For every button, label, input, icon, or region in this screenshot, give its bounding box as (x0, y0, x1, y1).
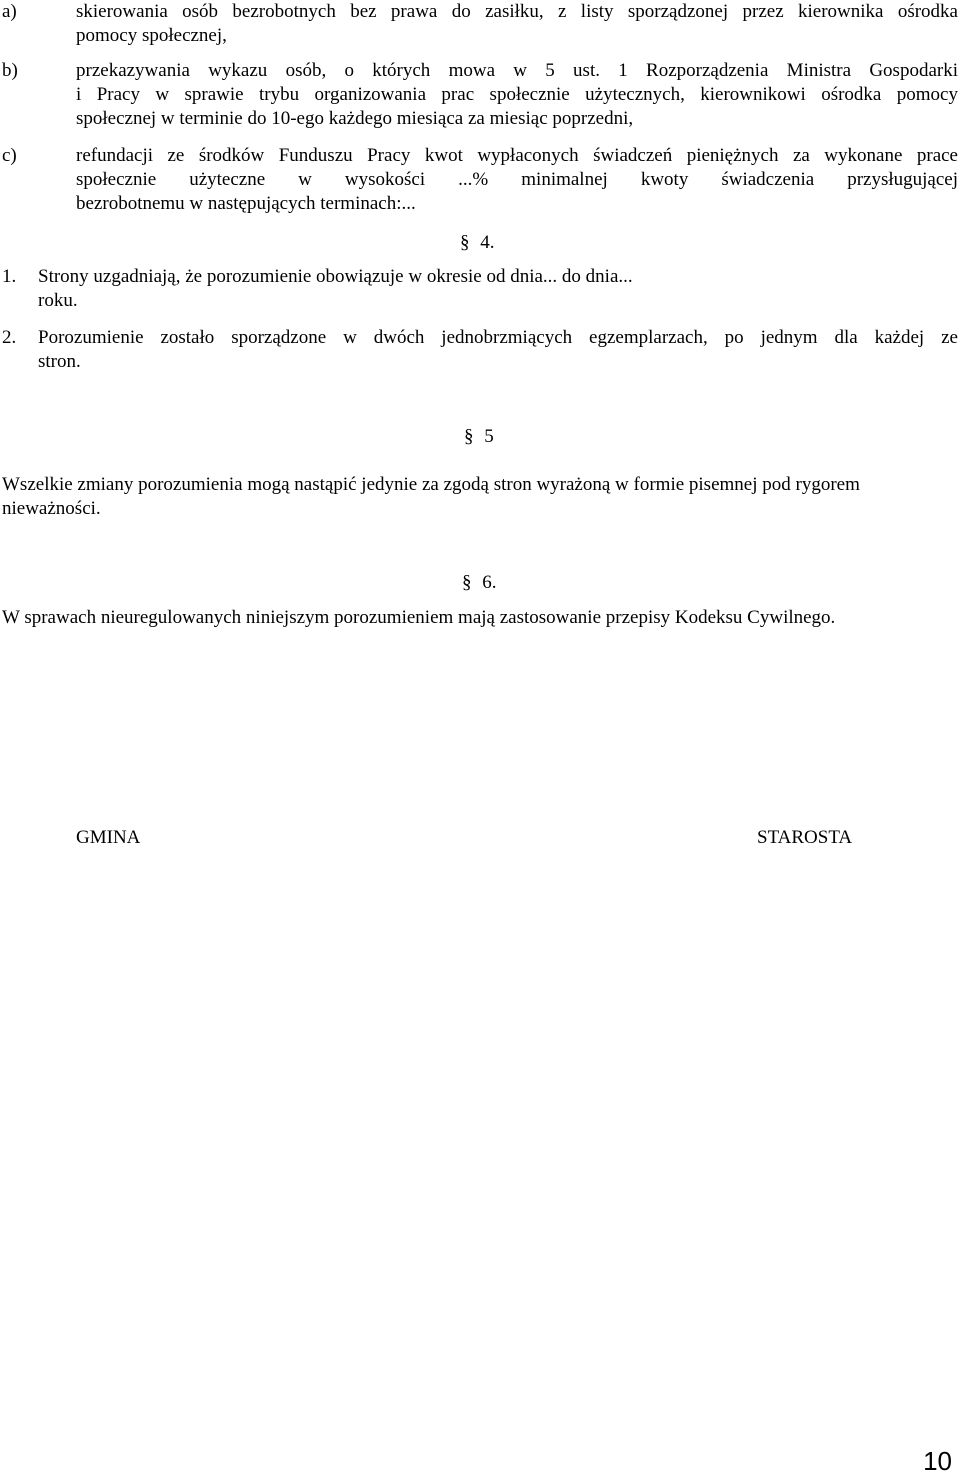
paragraph-sign: § (464, 426, 474, 447)
list-marker: b) (2, 60, 18, 81)
text-line: pomocy społecznej, (76, 25, 227, 46)
section-heading-6 (462, 571, 497, 595)
section-heading-5 (464, 425, 494, 449)
text-line: Porozumienie zostało sporządzone w dwóch jednobrzmiących egzemplarzach, po jednym dla każdej ze (38, 327, 958, 348)
numbered-item-1 (2, 265, 958, 313)
numbered-marker: 2. (2, 327, 17, 348)
list-item-c (2, 144, 958, 216)
paragraph-sign: § (462, 572, 472, 593)
page-number: 10 (923, 1446, 952, 1476)
list-item-text (76, 144, 958, 216)
text-line: refundacji ze środków Funduszu Pracy kwot wypłaconych świadczeń pieniężnych za wykonane prace (76, 145, 958, 166)
numbered-item-text (38, 326, 958, 374)
text-line: roku. (38, 290, 78, 311)
signature-gmina: GMINA (76, 827, 141, 848)
section-number: 4. (480, 232, 495, 253)
text-line: społecznie użyteczne w wysokości ...% minimalnej kwoty świadczenia przysługującej (76, 169, 958, 190)
numbered-marker: 1. (2, 266, 17, 287)
text-line: i Pracy w sprawie trybu organizowania prac społecznie użytecznych, kierownikowi ośrodka pomocy (76, 84, 958, 105)
list-item-a (2, 0, 958, 48)
section-heading-4 (460, 231, 495, 255)
list-item-b (2, 59, 958, 131)
numbered-item-2 (2, 326, 958, 374)
signature-starosta: STAROSTA (757, 827, 853, 848)
numbered-item-text (38, 265, 958, 313)
section-number: 6. (482, 572, 497, 593)
text-line: nieważności. (2, 498, 101, 519)
text-line: Strony uzgadniają, że porozumienie obowiązuje w okresie od dnia... do dnia... (38, 266, 633, 287)
list-marker: c) (2, 145, 17, 166)
paragraph-sign: § (460, 232, 470, 253)
text-line: skierowania osób bezrobotnych bez prawa do zasiłku, z listy sporządzonej przez kierownika ośrodka (76, 1, 958, 22)
section-5-text (2, 473, 956, 521)
text-line: Wszelkie zmiany porozumienia mogą nastąpić jedynie za zgodą stron wyrażoną w formie pisemnej pod rygorem (2, 474, 860, 495)
section-number: 5 (484, 426, 494, 447)
section-6-text: W sprawach nieuregulowanych niniejszym porozumieniem mają zastosowanie przepisy Kodeksu Cywilnego. (2, 607, 836, 628)
text-line: społecznej w terminie do 10-ego każdego miesiąca za miesiąc poprzedni, (76, 108, 634, 129)
text-line: stron. (38, 351, 81, 372)
text-line: przekazywania wykazu osób, o których mowa w 5 ust. 1 Rozporządzenia Ministra Gospodarki (76, 60, 958, 81)
list-item-text (76, 59, 958, 131)
list-item-text (76, 0, 958, 48)
list-marker: a) (2, 1, 17, 22)
text-line: bezrobotnemu w następujących terminach:... (76, 193, 416, 214)
